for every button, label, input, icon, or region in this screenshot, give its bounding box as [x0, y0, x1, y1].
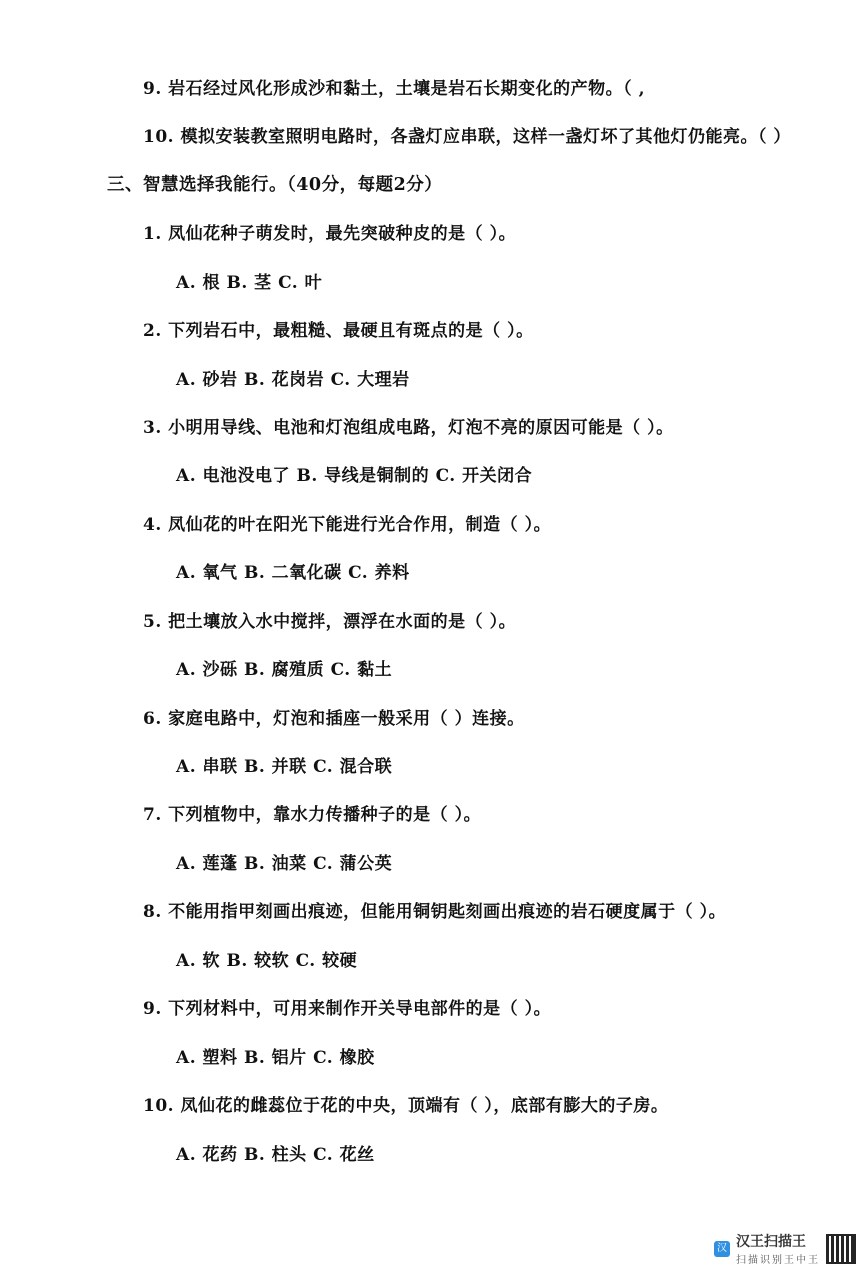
watermark: [714, 1231, 856, 1266]
question-1: 1. 凤仙花种子萌发时，最先突破种皮的是（ ）。: [143, 224, 517, 244]
watermark-title: 汉王扫描王: [736, 1234, 806, 1250]
question-3-options: A. 电池没电了 B. 导线是铜制的 C. 开关闭合: [176, 466, 533, 486]
question-7: 7. 下列植物中，靠水力传播种子的是（ ）。: [143, 805, 482, 825]
question-5: 5. 把土壤放入水中搅拌，漂浮在水面的是（ ）。: [143, 612, 517, 632]
hanwang-logo-icon: 汉: [714, 1241, 730, 1257]
question-9-options: A. 塑料 B. 铝片 C. 橡胶: [176, 1048, 375, 1068]
section-heading-choice: 三、智慧选择我能行。（40分，每题2分）: [107, 175, 443, 195]
question-10-options: A. 花药 B. 柱头 C. 花丝: [176, 1145, 375, 1165]
tf-question-10: 10. 模拟安装教室照明电路时，各盏灯应串联，这样一盏灯坏了其他灯仍能亮。（ ）: [143, 127, 791, 147]
question-9: 9. 下列材料中，可用来制作开关导电部件的是（ ）。: [143, 999, 552, 1019]
qr-code-icon: [826, 1234, 856, 1264]
question-8-options: A. 软 B. 较软 C. 较硬: [176, 951, 358, 971]
question-3: 3. 小明用导线、电池和灯泡组成电路，灯泡不亮的原因可能是（ ）。: [143, 418, 674, 438]
question-5-options: A. 沙砾 B. 腐殖质 C. 黏土: [176, 660, 393, 680]
question-6-options: A. 串联 B. 并联 C. 混合联: [176, 757, 393, 777]
question-7-options: A. 莲蓬 B. 油菜 C. 蒲公英: [176, 854, 393, 874]
question-10: 10. 凤仙花的雌蕊位于花的中央，顶端有（ ），底部有膨大的子房。: [143, 1096, 669, 1116]
watermark-subtitle: 扫描识别王中王: [736, 1255, 820, 1266]
question-4: 4. 凤仙花的叶在阳光下能进行光合作用，制造（ ）。: [143, 515, 552, 535]
question-2: 2. 下列岩石中，最粗糙、最硬且有斑点的是（ ）。: [143, 321, 534, 341]
tf-question-9: 9. 岩石经过风化形成沙和黏土，土壤是岩石长期变化的产物。（ ,: [143, 79, 646, 99]
question-6: 6. 家庭电路中，灯泡和插座一般采用（ ）连接。: [143, 709, 525, 729]
question-1-options: A. 根 B. 茎 C. 叶: [176, 273, 323, 293]
question-2-options: A. 砂岩 B. 花岗岩 C. 大理岩: [176, 370, 410, 390]
watermark-text: [736, 1231, 820, 1266]
question-4-options: A. 氧气 B. 二氧化碳 C. 养料: [176, 563, 410, 583]
question-8: 8. 不能用指甲刻画出痕迹，但能用铜钥匙刻画出痕迹的岩石硬度属于（ ）。: [143, 902, 727, 922]
